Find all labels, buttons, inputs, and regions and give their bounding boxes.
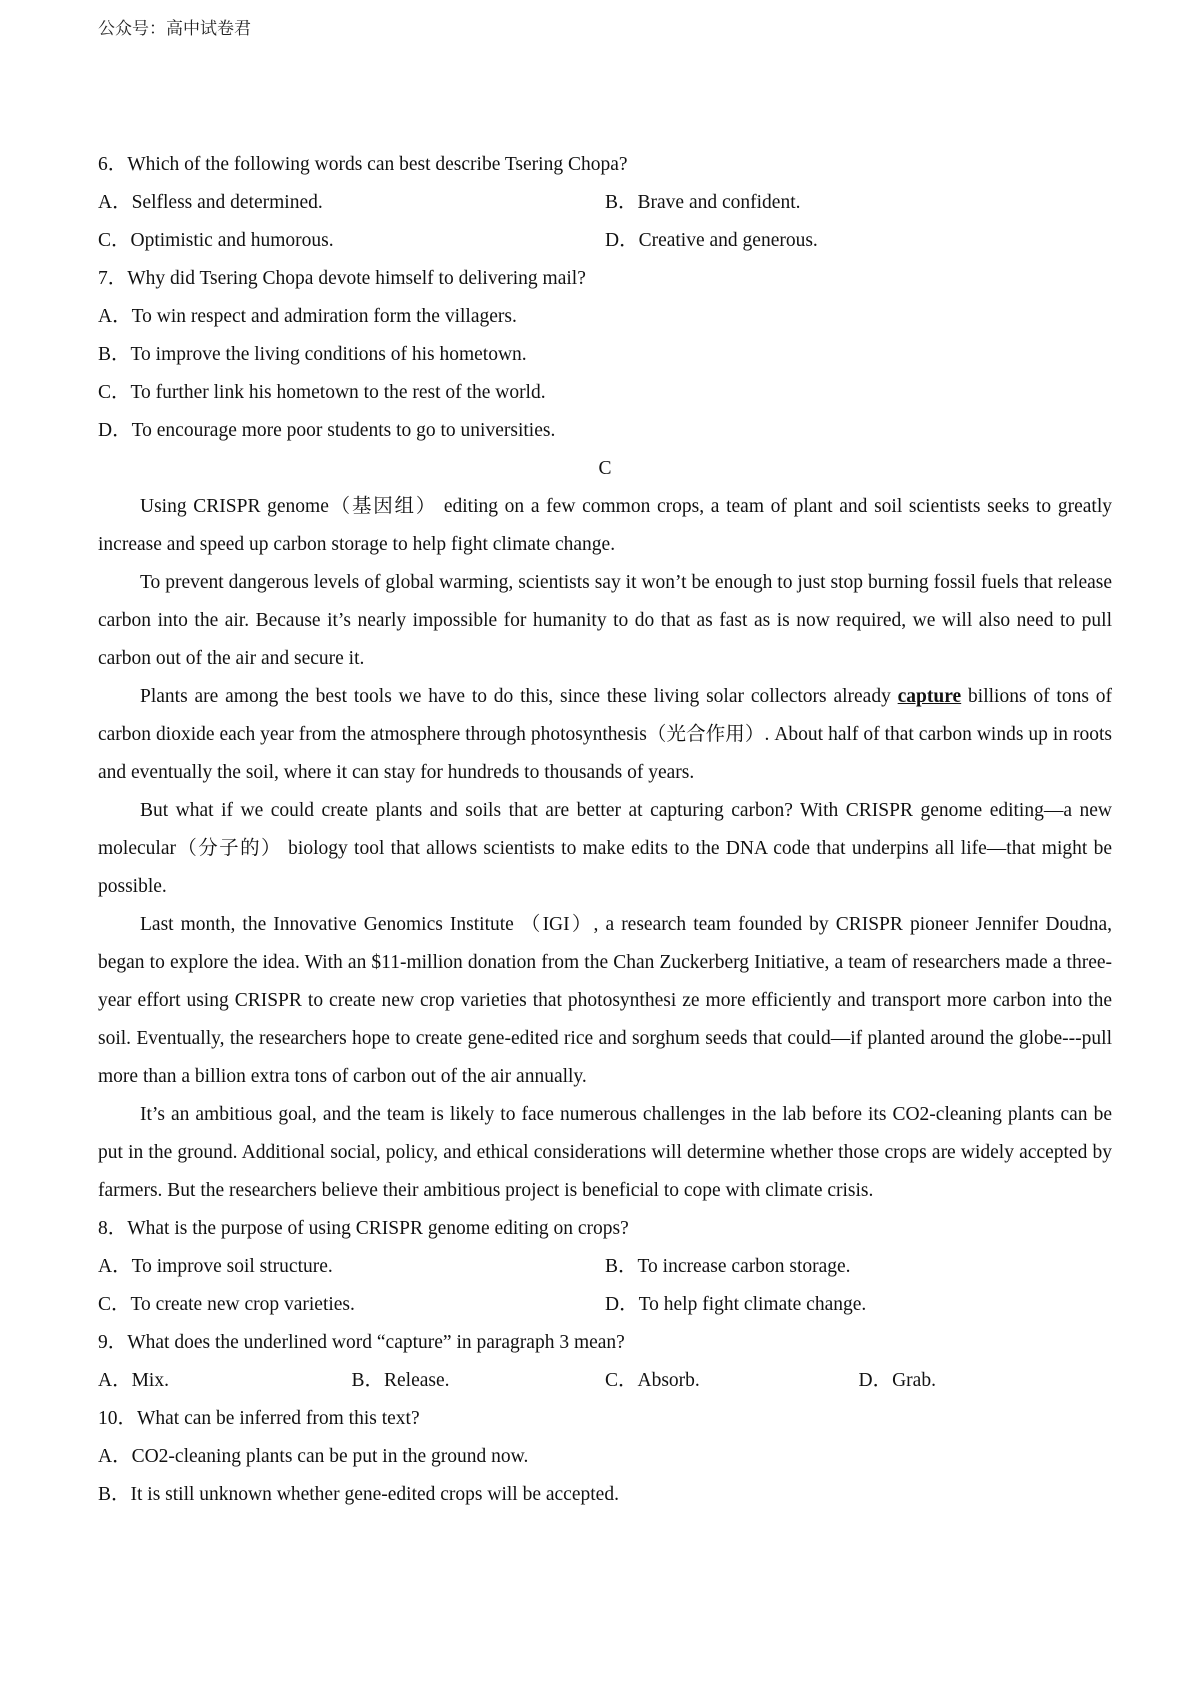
question-6-option-b: B．Brave and confident. — [605, 192, 801, 213]
question-6-option-c: C．Optimistic and humorous. — [98, 230, 334, 251]
question-9-stem: 9．What does the underlined word “capture” in paragraph 3 mean? — [98, 1332, 625, 1353]
paragraph-3-text-after: billions of tons of carbon dioxide each year from the atmosphere through photosynthesis（光合作用）. About half of that carbon winds up in roots and eventually the soil, where it can stay for hundreds to thousands of years. — [98, 686, 1112, 783]
paragraph-3-text-before: Plants are among the best tools we have to do this, since these living solar collectors already — [140, 686, 898, 707]
question-7-option-c: C．To further link his hometown to the rest of the world. — [98, 382, 546, 403]
question-9-option-d: D．Grab. — [858, 1370, 936, 1391]
question-6-options-row-1 — [98, 184, 1112, 222]
question-7-option-d: D．To encourage more poor students to go to universities. — [98, 420, 556, 441]
question-10-stem: 10．What can be inferred from this text? — [98, 1408, 420, 1429]
passage-paragraph-1: Using CRISPR genome（基因组） editing on a few common crops, a team of plant and soil scientists seeks to greatly increase and speed up carbon storage to help fight climate change. — [98, 496, 1112, 555]
underlined-word-capture: capture — [897, 686, 962, 707]
question-10-option-b: B．It is still unknown whether gene-edited crops will be accepted. — [98, 1484, 619, 1505]
question-9-option-c: C．Absorb. — [605, 1370, 700, 1391]
passage-paragraph-2: To prevent dangerous levels of global warming, scientists say it won’t be enough to just stop burning fossil fuels that release carbon into the air. Because it’s nearly impossible for humanity to do that as fast as is now required, we will also need to pull carbon out of the air and secure it. — [98, 572, 1112, 669]
question-6-options-row-2 — [98, 222, 1112, 260]
question-8-option-c: C．To create new crop varieties. — [98, 1294, 355, 1315]
question-7-stem: 7．Why did Tsering Chopa devote himself to delivering mail? — [98, 268, 586, 289]
question-9-option-a: A．Mix. — [98, 1370, 169, 1391]
question-8-option-d: D．To help fight climate change. — [605, 1294, 867, 1315]
question-8-options-row-1 — [98, 1248, 1112, 1286]
passage-paragraph-3 — [98, 678, 1112, 792]
question-7-option-b: B．To improve the living conditions of his hometown. — [98, 344, 527, 365]
question-9-option-b: B．Release. — [351, 1370, 450, 1391]
section-letter: C — [598, 458, 612, 479]
question-9-options-row — [98, 1362, 1112, 1400]
question-10-option-a: A．CO2-cleaning plants can be put in the ground now. — [98, 1446, 529, 1467]
question-8-option-a: A．To improve soil structure. — [98, 1256, 333, 1277]
passage-paragraph-5: Last month, the Innovative Genomics Institute （IGI）, a research team founded by CRISPR pioneer Jennifer Doudna, began to explore the idea. With an $11-million donation from the Chan Zuckerberg Initiative, a team of researchers made a three-year effort using CRISPR to create new crop varieties that photosynthesi ze more efficiently and transport more carbon into the soil. Eventually, the researchers hope to create gene-edited rice and sorghum seeds that could—if planted around the globe---pull more than a billion extra tons of carbon out of the air annually. — [98, 914, 1112, 1087]
question-8-stem: 8．What is the purpose of using CRISPR genome editing on crops? — [98, 1218, 629, 1239]
question-7-option-a: A．To win respect and admiration form the villagers. — [98, 306, 517, 327]
question-8-option-b: B．To increase carbon storage. — [605, 1256, 851, 1277]
exam-content — [98, 146, 1112, 1514]
passage-paragraph-4: But what if we could create plants and soils that are better at capturing carbon? With CRISPR genome editing—a new molecular（分子的） biology tool that allows scientists to make edits to the DNA code that underpins all life—that might be possible. — [98, 800, 1112, 897]
question-6-stem: 6．Which of the following words can best describe Tsering Chopa? — [98, 154, 628, 175]
page-header: 公众号：高中试卷君 — [98, 19, 251, 39]
passage-paragraph-6: It’s an ambitious goal, and the team is likely to face numerous challenges in the lab before its CO2-cleaning plants can be put in the ground. Additional social, policy, and ethical considerations will determine whether those crops are widely accepted by farmers. But the researchers believe their ambitious project is beneficial to cope with climate crisis. — [98, 1104, 1112, 1201]
question-8-options-row-2 — [98, 1286, 1112, 1324]
question-6-option-a: A．Selfless and determined. — [98, 192, 323, 213]
question-6-option-d: D．Creative and generous. — [605, 230, 818, 251]
